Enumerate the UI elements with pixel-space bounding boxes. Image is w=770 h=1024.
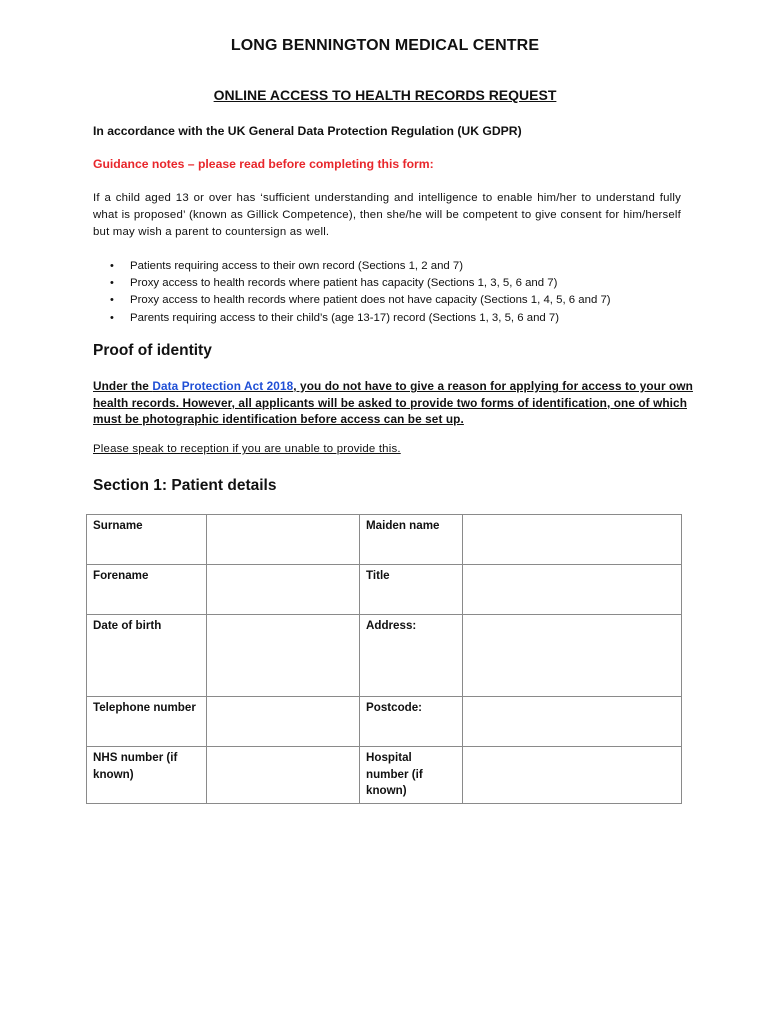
title-label: Title	[360, 565, 463, 615]
bullet-icon: •	[110, 277, 114, 290]
hospital-number-field[interactable]	[463, 747, 682, 804]
reception-note: Please speak to reception if you are unable to provide this.	[93, 443, 401, 455]
bullet-icon: •	[110, 294, 114, 307]
telephone-field[interactable]	[207, 697, 360, 747]
maiden-name-field[interactable]	[463, 515, 682, 565]
table-row	[87, 565, 682, 615]
nhs-number-label: NHS number (if known)	[87, 747, 207, 804]
date-of-birth-field[interactable]	[207, 615, 360, 697]
telephone-label: Telephone number	[87, 697, 207, 747]
date-of-birth-label: Date of birth	[87, 615, 207, 697]
title-field[interactable]	[463, 565, 682, 615]
table-row	[87, 615, 682, 697]
list-item: • Proxy access to health records where patient has capacity (Sections 1, 3, 5, 6 and 7)	[93, 275, 693, 292]
gdpr-statement: In accordance with the UK General Data Protection Regulation (UK GDPR)	[93, 124, 522, 138]
address-label: Address:	[360, 615, 463, 697]
access-type-list	[93, 258, 693, 327]
bullet-icon: •	[110, 311, 114, 324]
forename-field[interactable]	[207, 565, 360, 615]
hospital-number-label: Hospital number (if known)	[360, 747, 463, 804]
maiden-name-label: Maiden name	[360, 515, 463, 565]
table-row	[87, 515, 682, 565]
table-row	[87, 747, 682, 804]
postcode-field[interactable]	[463, 697, 682, 747]
surname-field[interactable]	[207, 515, 360, 565]
table-row	[87, 697, 682, 747]
address-field[interactable]	[463, 615, 682, 697]
section-1-heading: Section 1: Patient details	[93, 477, 277, 494]
list-item: • Parents requiring access to their child’s (age 13-17) record (Sections 1, 3, 5, 6 and 7)	[93, 310, 693, 327]
patient-details-table	[86, 514, 682, 804]
dpa-link[interactable]: Data Protection Act 2018	[152, 379, 294, 393]
dpa-notice: Under the Data Protection Act 2018, you do not have to give a reason for applying for access to your own health records. However, all applicants will be asked to provide two forms of identification, one of which must be photographic identification before access can be set up.	[93, 379, 693, 426]
list-item: • Proxy access to health records where patient does not have capacity (Sections 1, 4, 5, 6 and 7)	[93, 292, 693, 309]
proof-of-identity-heading: Proof of identity	[93, 342, 212, 359]
surname-label: Surname	[87, 515, 207, 565]
forename-label: Forename	[87, 565, 207, 615]
bullet-icon: •	[110, 260, 114, 272]
guidance-heading: Guidance notes – please read before completing this form:	[93, 157, 434, 171]
page-title: LONG BENNINGTON MEDICAL CENTRE	[230, 37, 540, 54]
gillick-paragraph: If a child aged 13 or over has ‘sufficient understanding and intelligence to enable him/her to understand fully what is proposed’ (known as Gillick Competence), then she/he will be competent to give consent for him/herself but may wish a parent to countersign as well.	[93, 192, 681, 238]
form-title: ONLINE ACCESS TO HEALTH RECORDS REQUEST	[213, 87, 557, 103]
postcode-label: Postcode:	[360, 697, 463, 747]
list-item: • Patients requiring access to their own record (Sections 1, 2 and 7)	[93, 258, 693, 275]
nhs-number-field[interactable]	[207, 747, 360, 804]
